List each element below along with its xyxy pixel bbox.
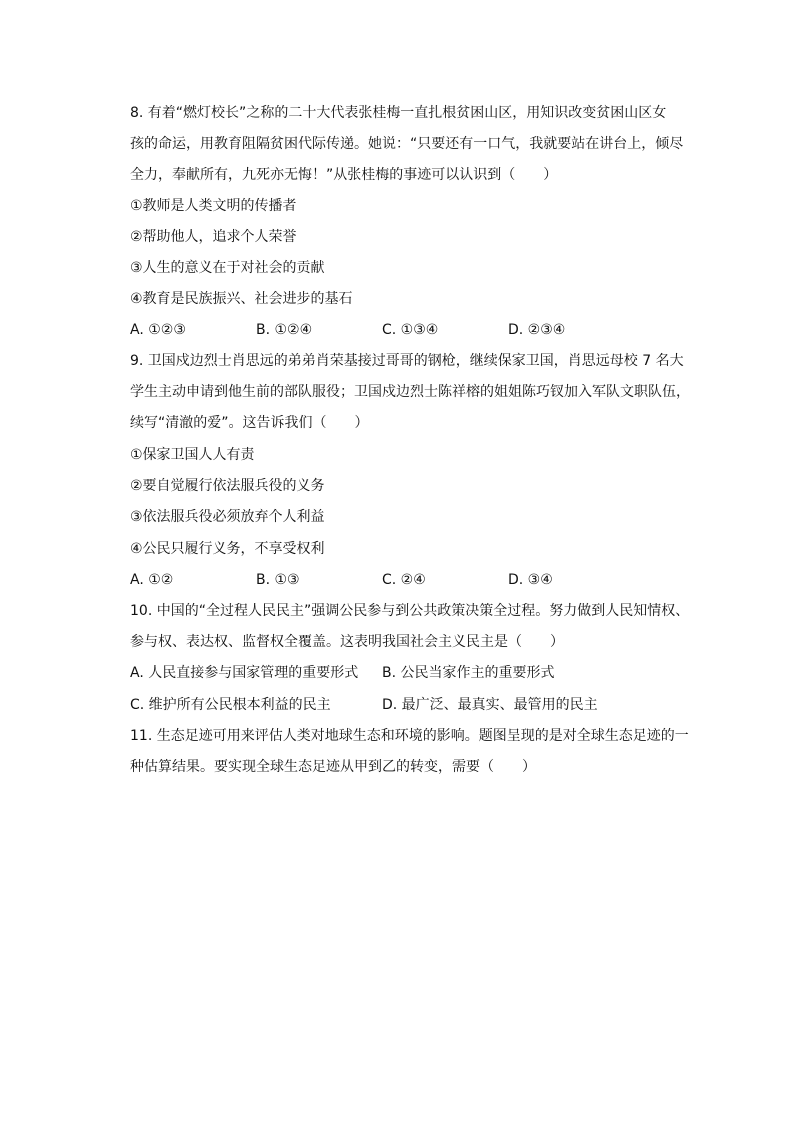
q10-option-c[interactable]: C. 维护所有公民根本利益的民主 [130, 697, 331, 713]
q11-stem-line-1: 11. 生态足迹可用来评估人类对地球生态和环境的影响。题图呈现的是对全球生态足迹的一 [130, 728, 689, 744]
q8-option-a[interactable]: A. ①②③ [130, 322, 186, 338]
q8-stem-line-3: 全力，奉献所有，九死亦无悔！”从张桂梅的事迹可以认识到（ ） [130, 167, 558, 183]
q8-options [130, 320, 690, 340]
q9-statement-2: ②要自觉履行依法服兵役的义务 [130, 478, 325, 494]
q9-option-d[interactable]: D. ③④ [508, 572, 553, 588]
q8-stem-line-1: 8. 有着“燃灯校长”之称的二十大代表张桂梅一直扎根贫困山区，用知识改变贫困山区女 [130, 105, 667, 121]
q9-statement-1: ①保家卫国人人有责 [130, 447, 255, 463]
q9-options [130, 570, 690, 590]
q8-statement-3: ③人生的意义在于对社会的贡献 [130, 260, 325, 276]
q9-stem-line-2: 学生主动申请到他生前的部队服役；卫国戍边烈士陈祥榕的姐姐陈巧钗加入军队文职队伍， [130, 384, 690, 400]
q10-options-row-1 [130, 663, 690, 683]
q8-statement-4: ④教育是民族振兴、社会进步的基石 [130, 291, 353, 307]
q8-statement-1: ①教师是人类文明的传播者 [130, 198, 297, 214]
q9-statement-3: ③依法服兵役必须放弃个人利益 [130, 509, 325, 525]
q9-stem-line-1: 9. 卫国戍边烈士肖思远的弟弟肖荣基接过哥哥的钢枪，继续保家卫国，肖思远母校 7 名大 [130, 353, 684, 369]
q8-statement-2: ②帮助他人，追求个人荣誉 [130, 229, 297, 245]
q8-stem-line-2: 孩的命运，用教育阻隔贫困代际传递。她说：“只要还有一口气，我就要站在讲台上，倾尽 [130, 136, 684, 152]
q10-stem-line-1: 10. 中国的“全过程人民民主”强调公民参与到公共政策决策全过程。努力做到人民知情权、 [130, 603, 690, 619]
q10-option-b[interactable]: B. 公民当家作主的重要形式 [382, 665, 555, 681]
q10-options-row-2 [130, 695, 690, 715]
q11-stem-line-2: 种估算结果。要实现全球生态足迹从甲到乙的转变，需要（ ） [130, 759, 536, 775]
q10-option-a[interactable]: A. 人民直接参与国家管理的重要形式 [130, 665, 359, 681]
q9-option-b[interactable]: B. ①③ [256, 572, 300, 588]
q9-statement-4: ④公民只履行义务，不享受权利 [130, 541, 325, 557]
q8-option-d[interactable]: D. ②③④ [508, 322, 566, 338]
q8-option-b[interactable]: B. ①②④ [256, 322, 313, 338]
q10-stem-line-2: 参与权、表达权、监督权全覆盖。这表明我国社会主义民主是（ ） [130, 634, 564, 650]
q9-stem-line-3: 续写“清澈的爱”。这告诉我们（ ） [130, 415, 369, 431]
q8-option-c[interactable]: C. ①③④ [382, 322, 439, 338]
q10-option-d[interactable]: D. 最广泛、最真实、最管用的民主 [382, 697, 598, 713]
q9-option-c[interactable]: C. ②④ [382, 572, 426, 588]
q9-option-a[interactable]: A. ①② [130, 572, 174, 588]
